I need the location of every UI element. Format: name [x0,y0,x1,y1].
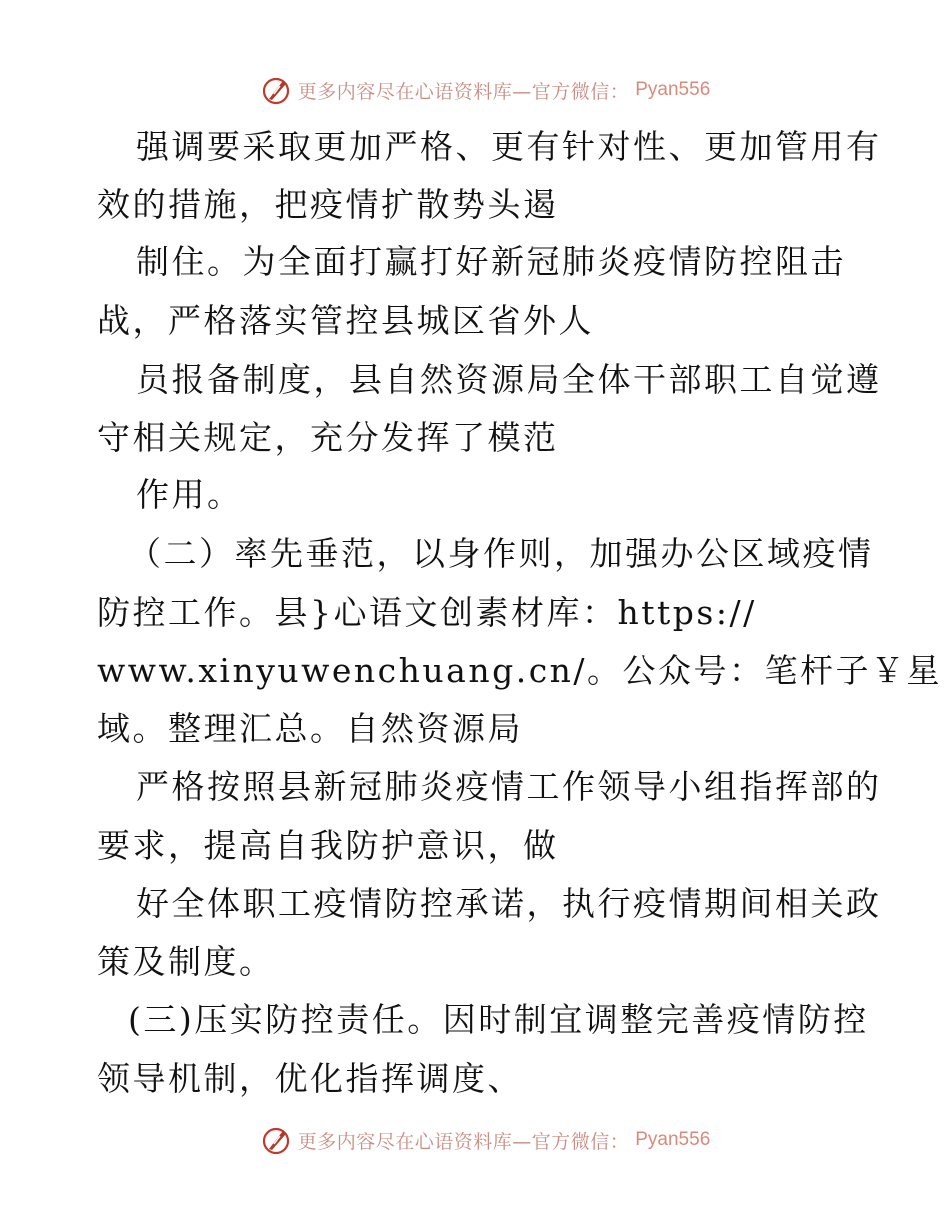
feather-pen-logo-icon [260,74,292,106]
body-line: 防控工作。县}心语文创素材库：https:// [97,593,757,632]
section-heading-line: (三)压实防控责任。因时制宜调整完善疫情防控 [128,1000,869,1039]
body-line: 域。整理汇总。自然资源局 [97,709,523,748]
body-line: 严格按照县新冠肺炎疫情工作领导小组指挥部的 [136,767,882,806]
banner-wechat-id: Pyan556 [635,79,711,100]
body-line: 要求，提高自我防护意识，做 [97,826,559,865]
footer-watermark-banner [0,1122,950,1158]
body-line: 制住。为全面打赢打好新冠肺炎疫情防控阻击 [136,242,846,281]
feather-pen-logo-icon [260,1124,292,1156]
banner-text: 更多内容尽在心语资料库—官方微信： [297,80,630,103]
body-line: 好全体职工疫情防控承诺，执行疫情期间相关政 [136,884,882,923]
body-line: 战，严格落实管控县城区省外人 [97,301,594,340]
body-line: 强调要采取更加严格、更有针对性、更加管用有 [136,127,882,166]
body-line: 策及制度。 [97,942,275,981]
body-line: 作用。 [136,475,243,514]
banner-text: 更多内容尽在心语资料库—官方微信： [297,1130,630,1153]
header-watermark-banner [0,72,950,108]
body-line: 守相关规定，充分发挥了模范 [97,418,559,457]
section-heading-line: （二）率先垂范，以身作则，加强办公区域疫情 [128,534,874,573]
body-line: 效的措施，把疫情扩散势头遏 [97,185,559,224]
body-line: 员报备制度，县自然资源局全体干部职工自觉遵 [136,360,882,399]
body-line: www.xinyuwenchuang.cn/。公众号：笔杆子￥星 [97,651,943,690]
banner-wechat-id: Pyan556 [635,1129,711,1150]
body-line: 领导机制，优化指挥调度、 [97,1059,523,1098]
